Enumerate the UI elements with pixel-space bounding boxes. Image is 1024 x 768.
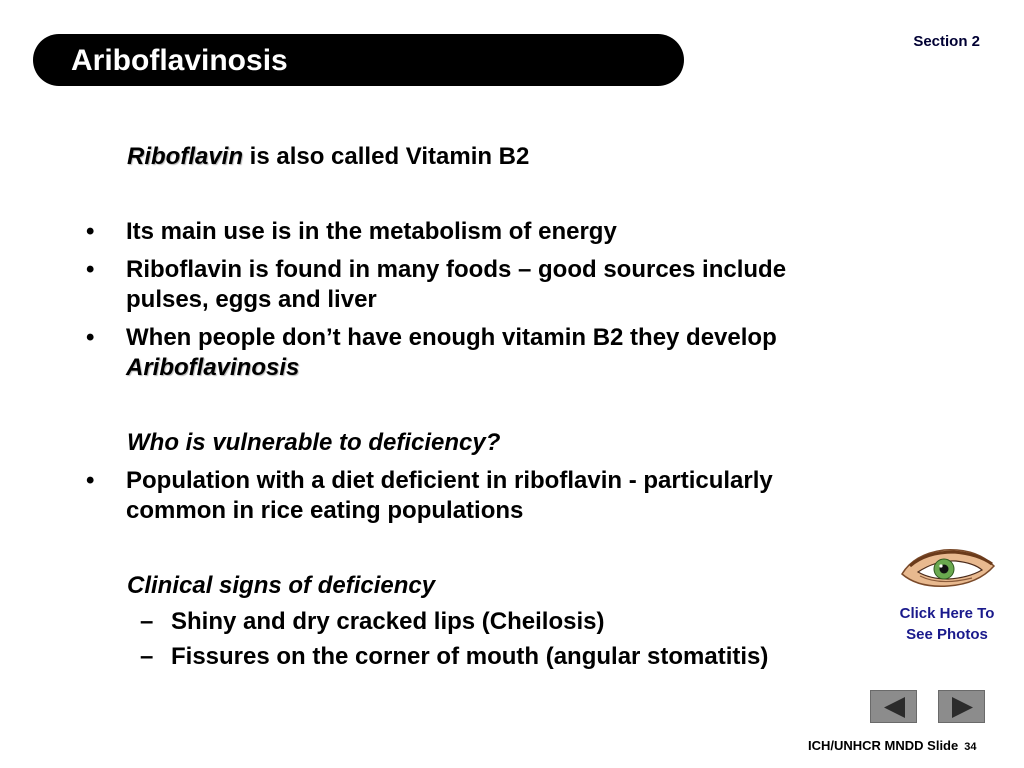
bullet-1-line-1: Its main use is in the metabolism of energy [126, 218, 617, 245]
next-slide-button[interactable] [938, 690, 985, 723]
vulnerable-line-2: common in rice eating populations [126, 497, 524, 524]
bullet-2-line-1: Riboflavin is found in many foods – good sources include [126, 256, 787, 283]
intro-keyword: Riboflavin [127, 143, 244, 170]
signs-heading: Clinical signs of deficiency [127, 572, 436, 599]
triangle-left-icon [871, 691, 918, 724]
title-bar [33, 34, 684, 86]
eye-icon[interactable] [896, 540, 1000, 590]
intro-text: is also called Vitamin B2 [243, 143, 530, 170]
see-photos-link[interactable] [886, 603, 1008, 645]
see-photos-line-2: See Photos [906, 626, 988, 643]
slide-title: Ariboflavinosis [71, 44, 288, 77]
slide-number: 34 [964, 741, 977, 753]
bullet-3-emphasis: Ariboflavinosis [126, 354, 300, 381]
vulnerable-line-1: Population with a diet deficient in riboflavin - particularly [126, 467, 773, 494]
bullet-2-line-2: pulses, eggs and liver [126, 286, 377, 313]
footer [808, 738, 976, 753]
bullet-marker: • [86, 256, 95, 283]
bullet-3-line-1: When people don’t have enough vitamin B2 they develop [126, 324, 777, 351]
intro-line [127, 142, 529, 172]
dash-marker: – [140, 643, 154, 670]
triangle-right-icon [939, 691, 986, 724]
sign-item-2: Fissures on the corner of mouth (angular stomatitis) [171, 643, 769, 670]
sign-item-1: Shiny and dry cracked lips (Cheilosis) [171, 608, 605, 635]
section-label: Section 2 [913, 33, 980, 50]
dash-marker: – [140, 608, 154, 635]
bullet-marker: • [86, 467, 95, 494]
previous-slide-button[interactable] [870, 690, 917, 723]
vulnerable-heading: Who is vulnerable to deficiency? [127, 429, 501, 456]
see-photos-line-1: Click Here To [899, 605, 995, 622]
footer-label: ICH/UNHCR MNDD Slide [808, 738, 959, 753]
bullet-marker: • [86, 218, 95, 245]
bullet-marker: • [86, 324, 95, 351]
